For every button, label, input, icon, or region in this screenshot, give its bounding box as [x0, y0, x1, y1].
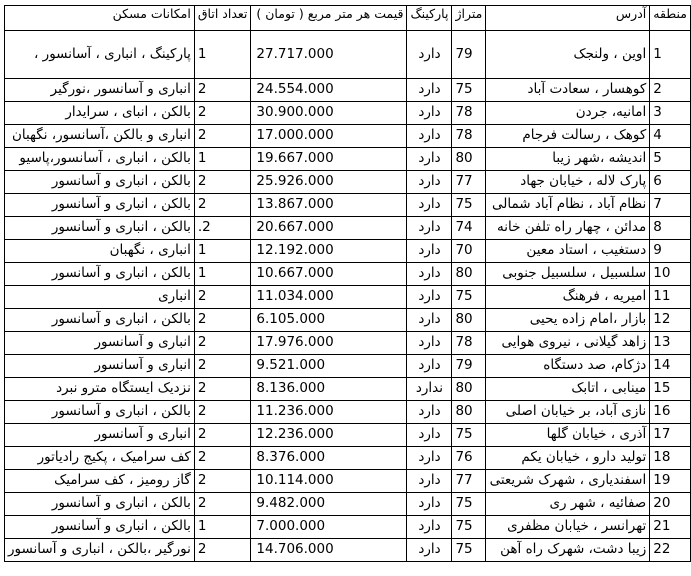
rooms-cell: 1	[194, 263, 251, 286]
rooms-cell: 2	[194, 470, 251, 493]
table-row	[5, 470, 691, 493]
parking-cell: دارد	[407, 355, 452, 378]
price-cell: 6.105.000	[251, 309, 407, 332]
features-cell: انباری و بالکن ،آسانسور، نگهبان	[5, 125, 195, 148]
parking-cell: دارد	[407, 263, 452, 286]
region-cell: 11	[650, 286, 691, 309]
region-cell: 4	[650, 125, 691, 148]
area-cell: 77	[452, 171, 486, 194]
parking-cell: دارد	[407, 102, 452, 125]
rooms-cell: 2	[194, 79, 251, 102]
address-cell: اندیشه ،شهر زیبا	[486, 148, 650, 171]
rooms-cell: 2	[194, 309, 251, 332]
region-cell: 17	[650, 424, 691, 447]
price-cell: 8.136.000	[251, 378, 407, 401]
table-row	[5, 516, 691, 539]
table-row	[5, 378, 691, 401]
address-cell: زیبا دشت، شهرک راه آهن	[486, 539, 650, 562]
parking-cell: دارد	[407, 539, 452, 562]
area-cell: 80	[452, 378, 486, 401]
table-row	[5, 355, 691, 378]
price-cell: 13.867.000	[251, 194, 407, 217]
address-cell: دستغیب ، استاد معین	[486, 240, 650, 263]
price-cell: 9.482.000	[251, 493, 407, 516]
rooms-cell: 2	[194, 171, 251, 194]
region-cell: 12	[650, 309, 691, 332]
features-cell: بالکن ، انباری و آسانسور	[5, 263, 195, 286]
features-cell: انباری و آسانسور	[5, 355, 195, 378]
price-cell: 17.976.000	[251, 332, 407, 355]
address-cell: مدائن ، چهار راه تلفن خانه	[486, 217, 650, 240]
region-cell: 15	[650, 378, 691, 401]
rooms-cell: 1	[194, 240, 251, 263]
table-row	[5, 171, 691, 194]
address-cell: اوین ، ولنجک	[486, 31, 650, 79]
housing-price-table	[4, 5, 691, 562]
region-cell: 18	[650, 447, 691, 470]
address-cell: سلسبیل ، سلسبیل جنوبی	[486, 263, 650, 286]
features-cell: بالکن ، انباری ، آسانسور،پاسیو	[5, 148, 195, 171]
price-cell: 19.667.000	[251, 148, 407, 171]
features-cell: پارکینگ ، انباری ، آسانسور ،	[5, 31, 195, 79]
area-cell: 79	[452, 355, 486, 378]
region-cell: 3	[650, 102, 691, 125]
parking-cell: دارد	[407, 240, 452, 263]
price-cell: 25.926.000	[251, 171, 407, 194]
table-row	[5, 148, 691, 171]
parking-cell: دارد	[407, 148, 452, 171]
header-address: آدرس	[486, 6, 650, 31]
area-cell: 78	[452, 332, 486, 355]
features-cell: بالکن ، انبای ، سرایدار	[5, 102, 195, 125]
rooms-cell: 2	[194, 102, 251, 125]
price-cell: 10.667.000	[251, 263, 407, 286]
table-row	[5, 31, 691, 79]
parking-cell: دارد	[407, 194, 452, 217]
price-cell: 20.667.000	[251, 217, 407, 240]
features-cell: انباری و آسانسور	[5, 332, 195, 355]
region-cell: 2	[650, 79, 691, 102]
parking-cell: دارد	[407, 171, 452, 194]
address-cell: نظام آباد ، نظام آباد شمالی	[486, 194, 650, 217]
address-cell: اسفندیاری ، شهرک شریعتی	[486, 470, 650, 493]
region-cell: 14	[650, 355, 691, 378]
header-row	[5, 6, 691, 31]
rooms-cell: 1	[194, 516, 251, 539]
table-row	[5, 401, 691, 424]
address-cell: امانیه، جردن	[486, 102, 650, 125]
parking-cell: دارد	[407, 332, 452, 355]
price-cell: 7.000.000	[251, 516, 407, 539]
area-cell: 76	[452, 447, 486, 470]
rooms-cell: 2	[194, 125, 251, 148]
header-area: متراژ	[452, 6, 486, 31]
address-cell: نازی آباد، بر خیابان اصلی	[486, 401, 650, 424]
parking-cell: دارد	[407, 31, 452, 79]
features-cell: بالکن ، انباری و آسانسور	[5, 194, 195, 217]
features-cell: انباری و آسانسور ،نورگیر	[5, 79, 195, 102]
rooms-cell: 1	[194, 31, 251, 79]
region-cell: 19	[650, 470, 691, 493]
table-row	[5, 332, 691, 355]
table-row	[5, 424, 691, 447]
region-cell: 7	[650, 194, 691, 217]
features-cell: انباری ، نگهبان	[5, 240, 195, 263]
features-cell: بالکن ، انباری و آسانسور	[5, 493, 195, 516]
address-cell: کوهک ، رسالت فرجام	[486, 125, 650, 148]
rooms-cell: 2	[194, 493, 251, 516]
address-cell: پارک لاله ، خیابان جهاد	[486, 171, 650, 194]
rooms-cell: 2	[194, 424, 251, 447]
address-cell: دژکام، صد دستگاه	[486, 355, 650, 378]
region-cell: 9	[650, 240, 691, 263]
table-row	[5, 263, 691, 286]
address-cell: آذری ، خیابان گلها	[486, 424, 650, 447]
rooms-cell: 2	[194, 539, 251, 562]
table-row	[5, 79, 691, 102]
parking-cell: دارد	[407, 309, 452, 332]
parking-cell: دارد	[407, 125, 452, 148]
features-cell: بالکن ، انباری و آسانسور	[5, 401, 195, 424]
region-cell: 20	[650, 493, 691, 516]
parking-cell: ندارد	[407, 378, 452, 401]
area-cell: 80	[452, 401, 486, 424]
header-features: امکانات مسکن	[5, 6, 195, 31]
region-cell: 5	[650, 148, 691, 171]
region-cell: 8	[650, 217, 691, 240]
area-cell: 75	[452, 516, 486, 539]
header-price: قیمت هر متر مربع ( تومان )	[251, 6, 407, 31]
rooms-cell: 2	[194, 194, 251, 217]
price-cell: 11.034.000	[251, 286, 407, 309]
price-cell: 8.376.000	[251, 447, 407, 470]
area-cell: 75	[452, 194, 486, 217]
parking-cell: دارد	[407, 447, 452, 470]
price-cell: 11.236.000	[251, 401, 407, 424]
table-row	[5, 217, 691, 240]
features-cell: انباری و آسانسور	[5, 424, 195, 447]
features-cell: بالکن ، انباری و آسانسور	[5, 217, 195, 240]
address-cell: امیریه ، فرهنگ	[486, 286, 650, 309]
region-cell: 6	[650, 171, 691, 194]
parking-cell: دارد	[407, 401, 452, 424]
table-row	[5, 194, 691, 217]
region-cell: 16	[650, 401, 691, 424]
price-cell: 14.706.000	[251, 539, 407, 562]
table-row	[5, 102, 691, 125]
features-cell: بالکن ، انباری و آسانسور	[5, 171, 195, 194]
rooms-cell: 1	[194, 148, 251, 171]
parking-cell: دارد	[407, 286, 452, 309]
area-cell: 80	[452, 148, 486, 171]
area-cell: 78	[452, 102, 486, 125]
table-row	[5, 125, 691, 148]
header-parking: پارکینگ	[407, 6, 452, 31]
rooms-cell: 2	[194, 447, 251, 470]
address-cell: زاهد گیلانی ، نیروی هوایی	[486, 332, 650, 355]
features-cell: بالکن ، انباری و آسانسور	[5, 309, 195, 332]
area-cell: 75	[452, 424, 486, 447]
rooms-cell: 2	[194, 355, 251, 378]
table-row	[5, 493, 691, 516]
area-cell: 80	[452, 309, 486, 332]
parking-cell: دارد	[407, 470, 452, 493]
table-row	[5, 240, 691, 263]
region-cell: 1	[650, 31, 691, 79]
features-cell: انباری	[5, 286, 195, 309]
rooms-cell: 2	[194, 286, 251, 309]
price-cell: 27.717.000	[251, 31, 407, 79]
parking-cell: دارد	[407, 493, 452, 516]
price-cell: 12.236.000	[251, 424, 407, 447]
region-cell: 22	[650, 539, 691, 562]
address-cell: مینابی ، اتابک	[486, 378, 650, 401]
price-cell: 17.000.000	[251, 125, 407, 148]
address-cell: صفائیه ، شهر ری	[486, 493, 650, 516]
rooms-cell: 2	[194, 401, 251, 424]
price-cell: 9.521.000	[251, 355, 407, 378]
table-row	[5, 447, 691, 470]
price-cell: 12.192.000	[251, 240, 407, 263]
area-cell: 80	[452, 263, 486, 286]
rooms-cell: 2	[194, 378, 251, 401]
features-cell: نورگیر ،بالکن ، انباری و آسانسور	[5, 539, 195, 562]
address-cell: بازار ،امام زاده یحیی	[486, 309, 650, 332]
area-cell: 75	[452, 79, 486, 102]
price-cell: 30.900.000	[251, 102, 407, 125]
region-cell: 21	[650, 516, 691, 539]
rooms-cell: 2.	[194, 217, 251, 240]
region-cell: 13	[650, 332, 691, 355]
region-cell: 10	[650, 263, 691, 286]
parking-cell: دارد	[407, 424, 452, 447]
parking-cell: دارد	[407, 79, 452, 102]
parking-cell: دارد	[407, 516, 452, 539]
features-cell: نزدیک ایستگاه مترو نبرد	[5, 378, 195, 401]
area-cell: 79	[452, 31, 486, 79]
price-cell: 24.554.000	[251, 79, 407, 102]
area-cell: 75	[452, 539, 486, 562]
features-cell: کف سرامیک ، پکیج رادیاتور	[5, 447, 195, 470]
area-cell: 75	[452, 286, 486, 309]
price-cell: 10.114.000	[251, 470, 407, 493]
parking-cell: دارد	[407, 217, 452, 240]
features-cell: بالکن ، انباری و آسانسور	[5, 516, 195, 539]
address-cell: کوهسار ، سعادت آباد	[486, 79, 650, 102]
header-region: منطقه	[650, 6, 691, 31]
header-rooms: تعداد اتاق	[194, 6, 251, 31]
table-row	[5, 286, 691, 309]
area-cell: 70	[452, 240, 486, 263]
area-cell: 78	[452, 125, 486, 148]
area-cell: 75	[452, 493, 486, 516]
area-cell: 74	[452, 217, 486, 240]
table-row	[5, 539, 691, 562]
address-cell: تولید دارو ، خیابان یکم	[486, 447, 650, 470]
area-cell: 77	[452, 470, 486, 493]
address-cell: تهرانسر ، خیابان مظفری	[486, 516, 650, 539]
table-row	[5, 309, 691, 332]
features-cell: گاز رومیز ، کف سرامیک	[5, 470, 195, 493]
rooms-cell: 2	[194, 332, 251, 355]
